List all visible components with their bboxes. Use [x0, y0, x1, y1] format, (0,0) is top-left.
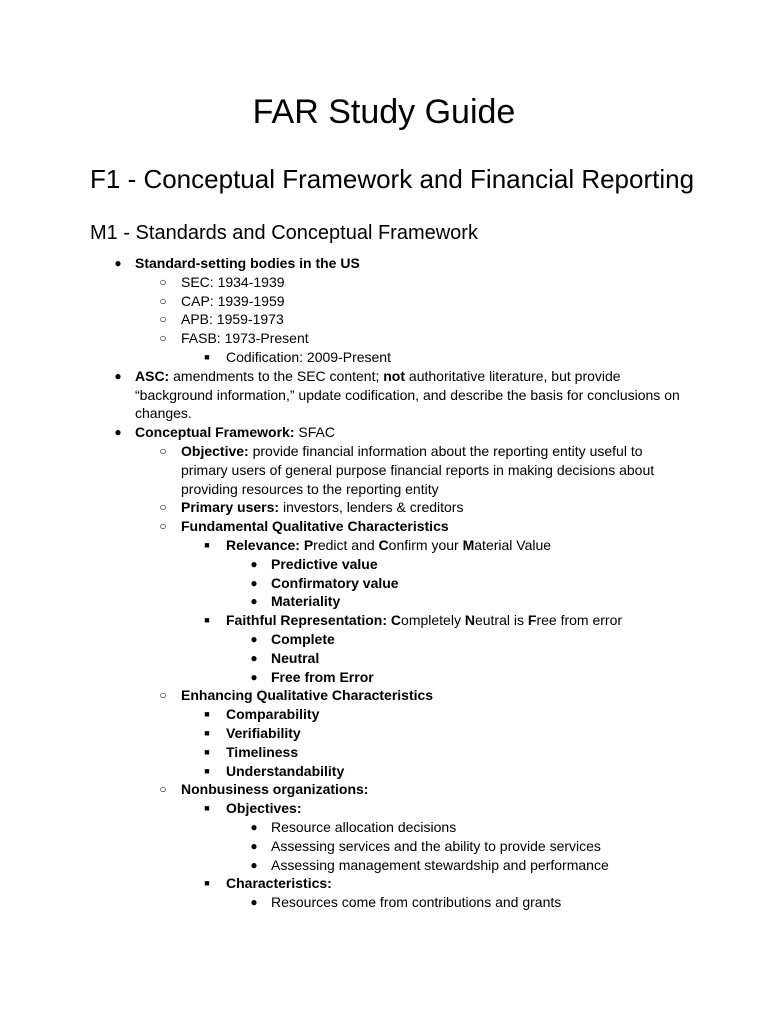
bullet-dot-icon: ● [250, 631, 258, 646]
item-label: Relevance: [226, 536, 300, 553]
item-label: Complete [271, 630, 335, 647]
list-item [0, 592, 768, 611]
bullet-square-icon: ■ [204, 878, 210, 889]
item-label: Confirmatory value [271, 574, 399, 591]
list-item [0, 329, 768, 348]
item-label: Free from Error [271, 668, 374, 685]
item-label: Objectives: [226, 800, 302, 817]
bullet-square-icon: ■ [204, 539, 210, 550]
bullet-square-icon: ■ [204, 709, 210, 720]
bullet-square-icon: ■ [204, 351, 210, 362]
list-item: ■ Faithful Representation: Completely Neutral is Free from error [0, 611, 768, 630]
bullet-circle-icon: ○ [159, 443, 167, 458]
bullet-circle-icon: ○ [159, 782, 167, 797]
bullet-square-icon: ■ [204, 765, 210, 776]
list-item [0, 254, 768, 273]
item-label: Nonbusiness organizations: [181, 781, 369, 798]
item-text: CAP: 1939-1959 [181, 292, 285, 309]
section-heading: F1 - Conceptual Framework and Financial Reporting [90, 164, 695, 194]
list-item [0, 780, 768, 799]
list-item [0, 273, 768, 292]
bullet-square-icon: ■ [204, 746, 210, 757]
item-label: Fundamental Qualitative Characteristics [181, 518, 449, 535]
bullet-dot-icon: ● [114, 256, 122, 270]
bullet-dot-icon: ● [250, 819, 258, 834]
bullet-square-icon: ■ [204, 803, 210, 814]
bullet-square-icon: ■ [204, 615, 210, 626]
list-item: ● ASC: amendments to the SEC content; not authoritative literature, but provide “background information,” update codification, and describe the basis for conclusions on changes. [0, 367, 768, 423]
list-item [0, 743, 768, 762]
item-label: Standard-setting bodies in the US [135, 255, 360, 271]
list-item [0, 574, 768, 593]
bullet-circle-icon: ○ [159, 688, 167, 703]
item-label: Predictive value [271, 555, 378, 572]
item-text: APB: 1959-1973 [181, 311, 284, 328]
item-text: Resources come from contributions and grants [271, 894, 562, 911]
item-label: Timeliness [226, 743, 299, 760]
item-label: Faithful Representation: [226, 612, 388, 629]
list-item: ○ Primary users: investors, lenders & creditors [0, 498, 768, 517]
bullet-dot-icon: ● [250, 650, 258, 665]
item-label: Characteristics: [226, 875, 332, 892]
outline-list [0, 254, 768, 912]
list-item: ■ Relevance: Predict and Confirm your Material Value [0, 536, 768, 555]
list-item: ● Conceptual Framework: SFAC [0, 423, 768, 442]
bullet-dot-icon: ● [250, 857, 258, 872]
bullet-dot-icon: ● [114, 368, 122, 383]
bullet-circle-icon: ○ [159, 519, 167, 534]
bullet-dot-icon: ● [250, 838, 258, 853]
list-item [0, 348, 768, 367]
list-item [0, 705, 768, 724]
item-label: Enhancing Qualitative Characteristics [181, 687, 434, 704]
bullet-dot-icon: ● [250, 669, 258, 684]
item-text: Codification: 2009-Present [226, 348, 391, 365]
item-label: Objective: [181, 442, 249, 459]
item-text: Assessing services and the ability to provide services [271, 837, 601, 854]
bullet-circle-icon: ○ [159, 293, 167, 308]
bullet-dot-icon: ● [250, 575, 258, 590]
item-text: SEC: 1934-1939 [181, 273, 285, 290]
list-item [0, 310, 768, 329]
list-item [0, 649, 768, 668]
list-item: ○ Objective: provide financial information about the reporting entity useful to primary users of general purpose financial reports in making decisions about providing resources to the reporting entity [0, 442, 768, 498]
item-label: Neutral [271, 649, 320, 666]
list-item [0, 837, 768, 856]
list-item [0, 668, 768, 687]
bullet-circle-icon: ○ [159, 274, 167, 289]
list-item [0, 874, 768, 893]
bullet-dot-icon: ● [250, 556, 258, 571]
item-label: ASC: [135, 367, 170, 384]
list-item [0, 893, 768, 912]
list-item [0, 724, 768, 743]
item-label: Materiality [271, 593, 341, 610]
bullet-square-icon: ■ [204, 727, 210, 738]
item-label: Primary users: [181, 499, 280, 516]
item-text: Assessing management stewardship and performance [271, 856, 609, 873]
bullet-circle-icon: ○ [159, 312, 167, 327]
list-item [0, 517, 768, 536]
item-text: FASB: 1973-Present [181, 330, 309, 347]
list-item [0, 630, 768, 649]
bullet-dot-icon: ● [250, 895, 258, 910]
document-title: FAR Study Guide [252, 93, 516, 131]
list-item [0, 686, 768, 705]
item-label: Comparability [226, 706, 320, 723]
item-label: Understandability [226, 762, 345, 779]
list-item [0, 555, 768, 574]
item-label: Conceptual Framework: [135, 424, 295, 441]
bullet-dot-icon: ● [114, 425, 122, 440]
list-item [0, 818, 768, 837]
list-item [0, 856, 768, 875]
subsection-heading: M1 - Standards and Conceptual Framework [90, 222, 478, 244]
list-item [0, 292, 768, 311]
item-text: Resource allocation decisions [271, 818, 457, 835]
bullet-circle-icon: ○ [159, 500, 167, 515]
list-item [0, 762, 768, 781]
list-item [0, 799, 768, 818]
item-label: Verifiability [226, 724, 301, 741]
bullet-dot-icon: ● [250, 594, 258, 609]
bullet-circle-icon: ○ [159, 331, 167, 346]
